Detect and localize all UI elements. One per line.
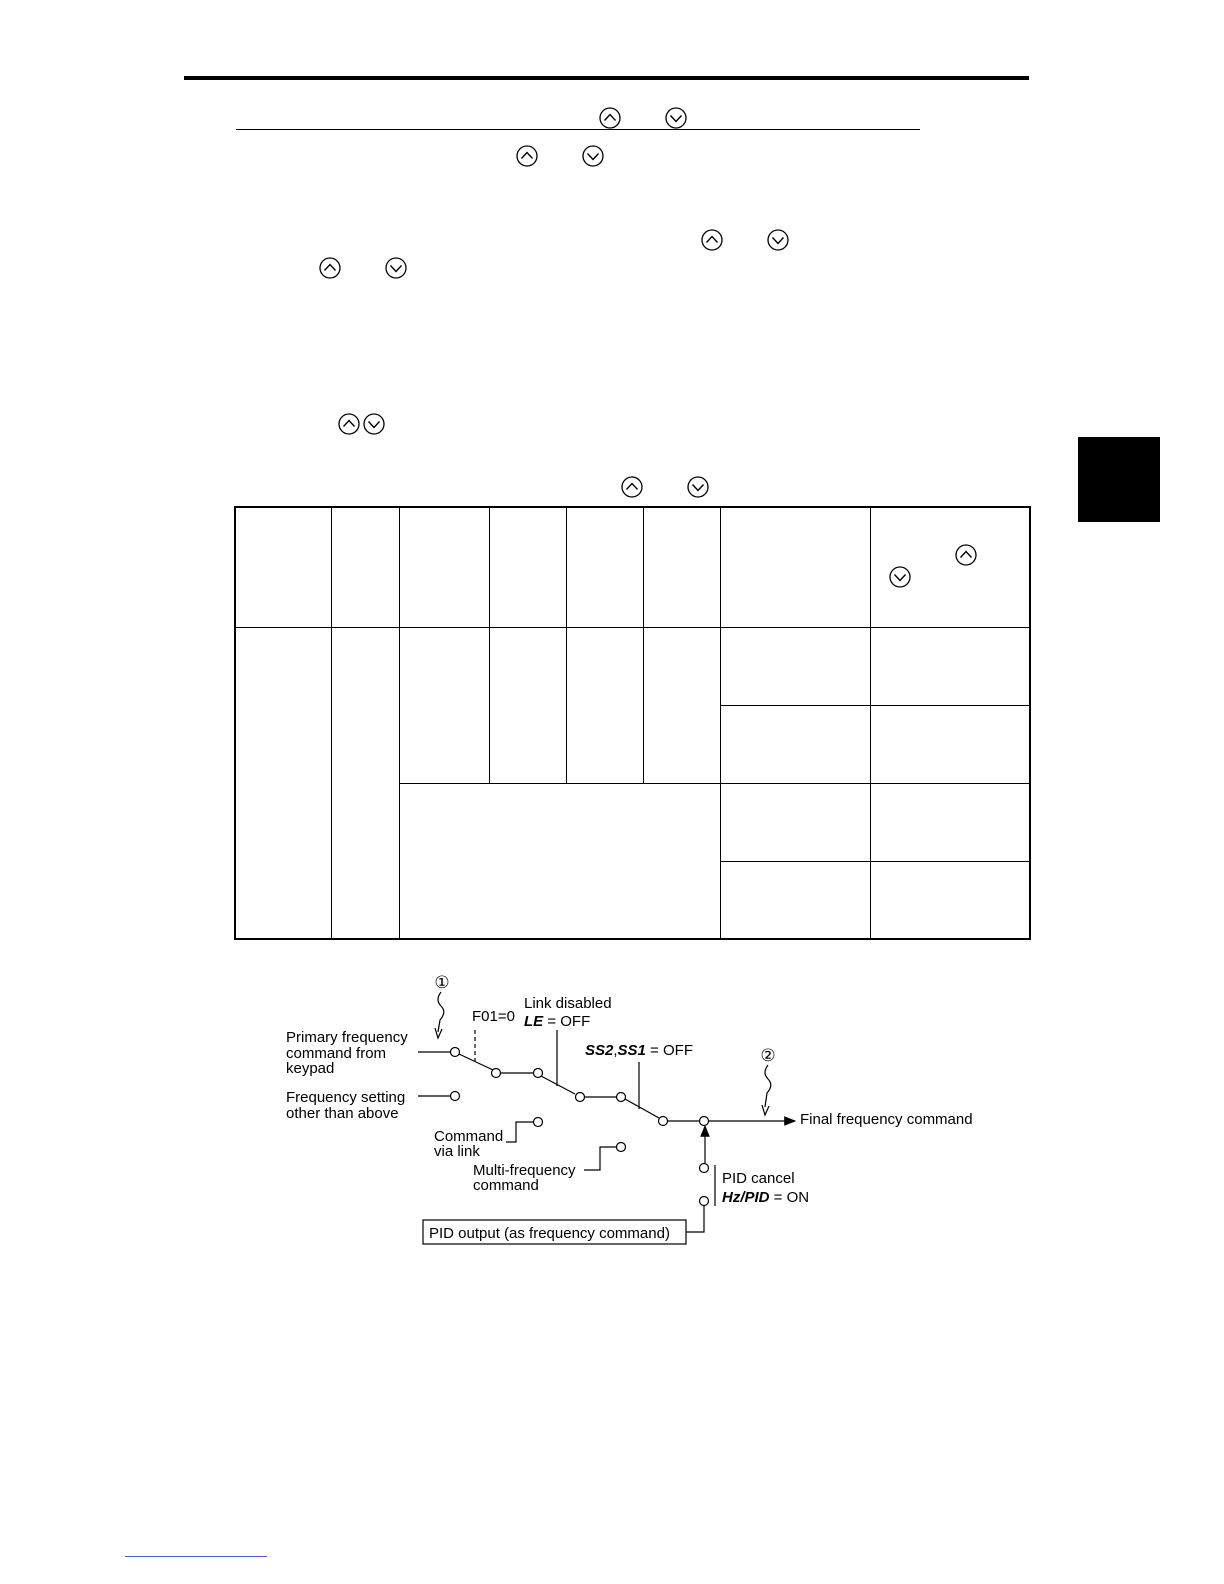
up-arrow-key-icon	[621, 476, 643, 498]
table-cell	[720, 783, 870, 861]
f01-label: F01=0	[472, 1008, 515, 1025]
marker-1-pointer	[438, 992, 444, 1032]
table-cell	[870, 627, 1030, 705]
hzpid-on-label: Hz/PID = ON	[722, 1189, 810, 1206]
le-off-label	[524, 1013, 590, 1030]
table-header-cell	[870, 507, 1030, 627]
marker-1-label: ①	[434, 973, 450, 992]
le-signal: LE	[524, 1013, 544, 1030]
up-arrow-key-icon	[516, 145, 538, 167]
table-header-cell	[331, 507, 399, 627]
table-header-cell	[235, 507, 331, 627]
ss-off-label: SS2,SS1 = OFF	[585, 1042, 693, 1059]
final-frequency-label: Final frequency command	[800, 1111, 973, 1128]
footer-link-underline[interactable]	[125, 1556, 267, 1557]
le-state: = OFF	[543, 1013, 591, 1030]
table-cell	[720, 627, 870, 705]
table-cell	[331, 627, 399, 939]
multi-frequency-label-2: command	[473, 1177, 539, 1194]
table-header-cell	[720, 507, 870, 627]
table-header-cell	[489, 507, 566, 627]
frequency-setting-label-1: Frequency setting	[286, 1089, 406, 1106]
table-cell	[870, 783, 1030, 861]
up-arrow-key-icon	[338, 413, 360, 435]
link-disabled-label: Link disabled	[524, 995, 612, 1012]
pid-cancel-label: PID cancel	[722, 1170, 795, 1187]
marker-2-label: ②	[760, 1046, 776, 1065]
down-arrow-key-icon	[582, 145, 604, 167]
down-arrow-key-icon	[385, 257, 407, 279]
table-header-cell	[643, 507, 720, 627]
down-arrow-key-icon	[665, 107, 687, 129]
down-arrow-key-icon	[889, 566, 911, 588]
top-rule	[184, 76, 1029, 80]
primary-frequency-label-3: keypad	[286, 1060, 335, 1077]
table-cell	[489, 627, 566, 783]
table-cell	[643, 627, 720, 783]
frequency-setting-label-2: other than above	[286, 1105, 399, 1122]
down-arrow-key-icon	[687, 476, 709, 498]
table-header-row	[235, 507, 1030, 627]
section-underline	[236, 129, 920, 130]
table-cell	[870, 861, 1030, 939]
table-row	[235, 627, 1030, 705]
table-cell	[399, 783, 720, 939]
up-arrow-key-icon	[955, 544, 977, 566]
table-header-cell	[566, 507, 643, 627]
up-arrow-key-icon	[599, 107, 621, 129]
table-cell	[399, 627, 489, 783]
command-via-link-label-1: Command	[434, 1128, 504, 1145]
primary-frequency-label-2: command from	[286, 1045, 387, 1062]
chapter-tab-marker	[1078, 437, 1160, 522]
pid-output-label: PID output (as frequency command)	[429, 1225, 670, 1242]
down-arrow-key-icon	[363, 413, 385, 435]
table-header-cell	[399, 507, 489, 627]
table-cell	[720, 705, 870, 783]
table-cell	[870, 705, 1030, 783]
table-cell	[566, 627, 643, 783]
marker-2-pointer	[765, 1065, 771, 1107]
frequency-command-block-diagram	[280, 965, 1000, 1255]
multi-frequency-label-1: Multi-frequency	[473, 1162, 576, 1179]
up-arrow-key-icon	[701, 229, 723, 251]
down-arrow-key-icon	[767, 229, 789, 251]
table-cell	[720, 861, 870, 939]
up-arrow-key-icon	[319, 257, 341, 279]
primary-frequency-label-1: Primary frequency	[286, 1029, 408, 1046]
table-cell	[235, 627, 331, 939]
command-via-link-label-2: via link	[434, 1143, 480, 1160]
frequency-command-table	[234, 506, 1031, 940]
